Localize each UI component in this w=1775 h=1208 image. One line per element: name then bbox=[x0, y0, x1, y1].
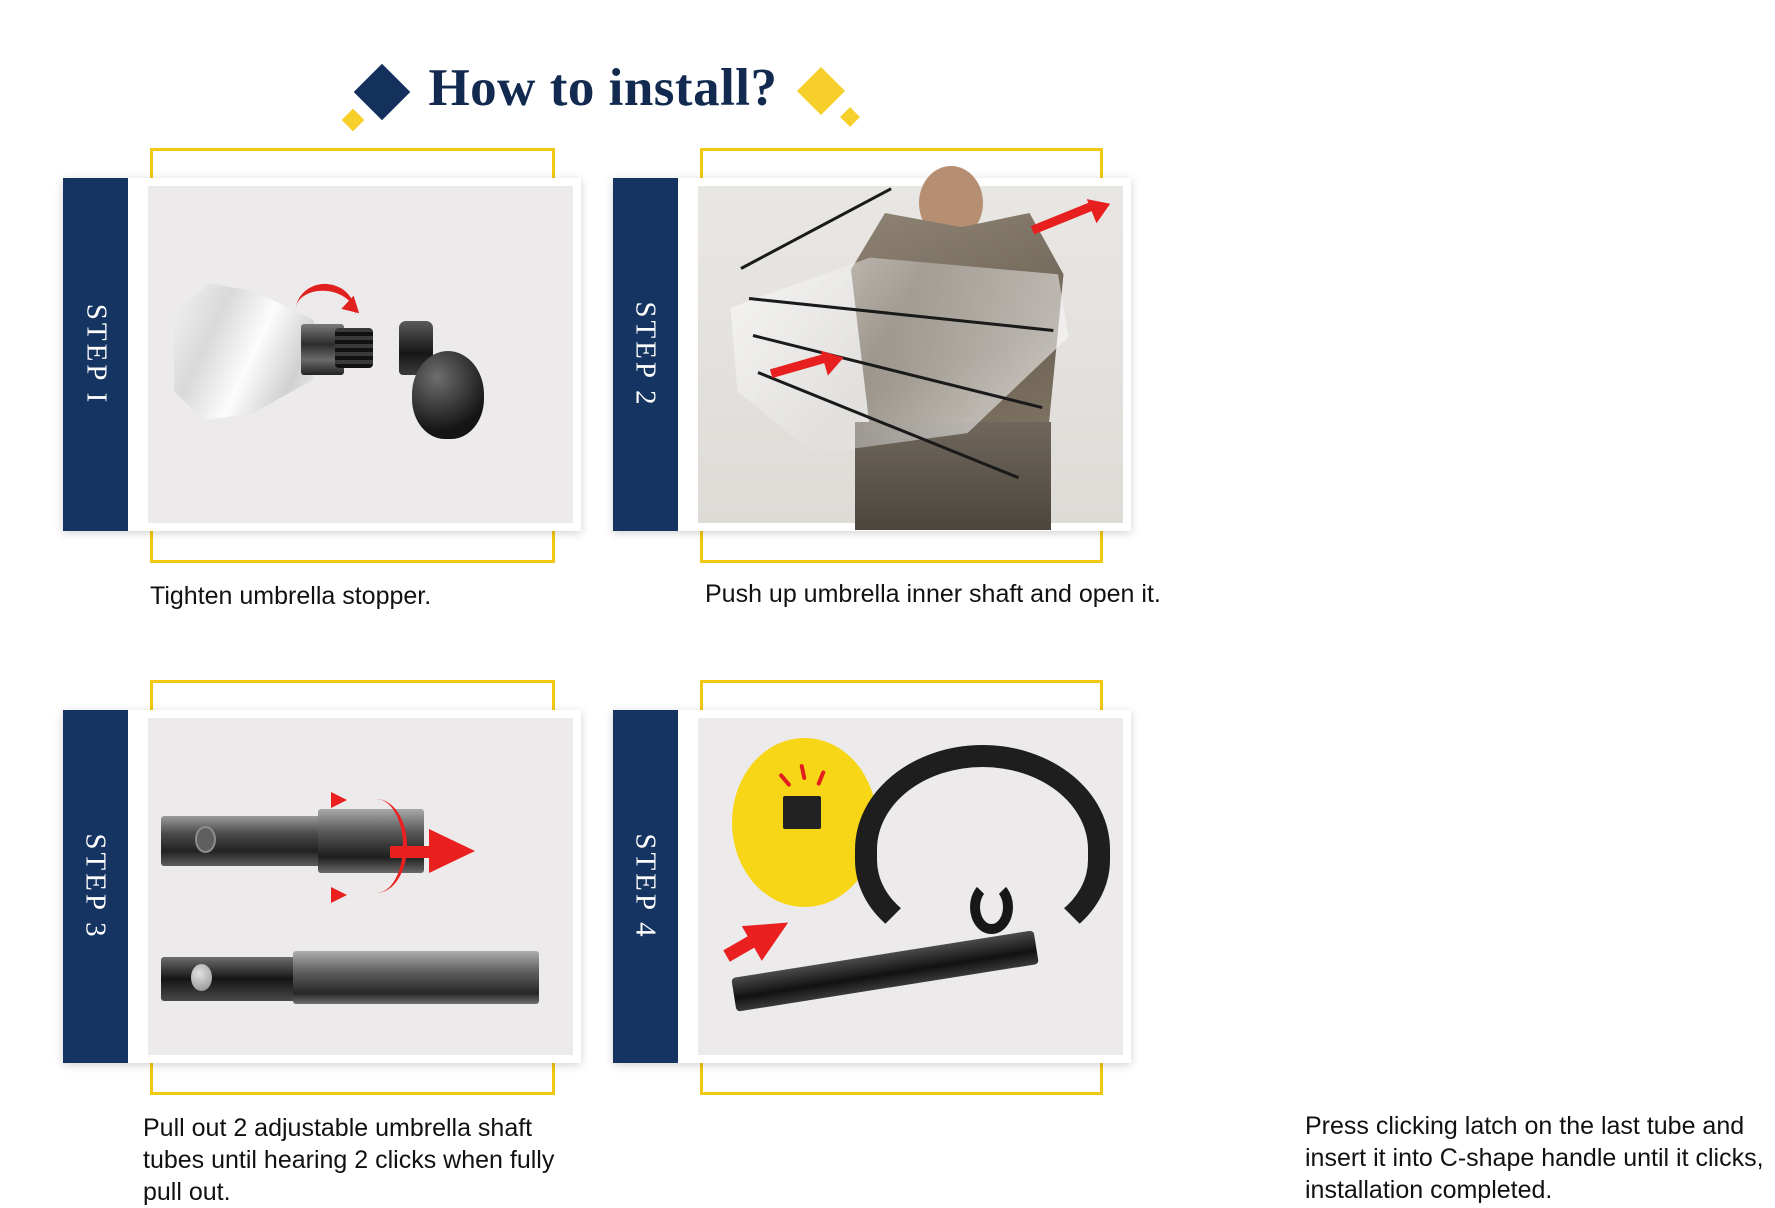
step-2-tab-label: STEP 2 bbox=[630, 301, 663, 408]
step-4-tab-label: STEP 4 bbox=[630, 833, 663, 940]
diamond-accent-small-left-icon bbox=[342, 109, 365, 132]
clicking-latch-shape bbox=[783, 796, 821, 830]
step-4-card bbox=[613, 710, 1131, 1063]
step-1-tab bbox=[63, 178, 128, 531]
step-2-card bbox=[613, 178, 1131, 531]
step-2-frame bbox=[600, 140, 1200, 560]
step-3-caption: Pull out 2 adjustable umbrella shaft tubes until hearing 2 clicks when fully pull out. bbox=[143, 1114, 555, 1206]
page-header bbox=[0, 48, 1200, 128]
step-2-illustration bbox=[698, 186, 1123, 523]
step-2-caption: Push up umbrella inner shaft and open it. bbox=[705, 580, 1161, 608]
stopper-cap-shape bbox=[412, 351, 484, 439]
step-1-frame bbox=[0, 140, 600, 560]
click-spark-icon bbox=[783, 758, 843, 798]
step-4-frame bbox=[600, 672, 1200, 1092]
step-2-photo bbox=[698, 186, 1123, 523]
step-1-photo bbox=[148, 186, 573, 523]
diamond-accent-right-icon bbox=[796, 67, 844, 115]
step-4-caption: Press clicking latch on the last tube and insert it into C-shape handle until it clicks, installation completed. bbox=[1305, 1112, 1764, 1204]
page-title: How to install? bbox=[428, 59, 778, 117]
shaft-tube-lower-inner bbox=[293, 951, 540, 1005]
pull-arrow-small-top-icon bbox=[331, 792, 347, 808]
steps-grid bbox=[0, 140, 1764, 1206]
pull-arrow-small-bottom-icon bbox=[331, 887, 347, 903]
handle-hook-shape bbox=[970, 880, 1013, 934]
step-3-tab bbox=[63, 710, 128, 1063]
step-1-tab-label: STEP I bbox=[80, 303, 112, 406]
step-3-photo bbox=[148, 718, 573, 1055]
step-card-3 bbox=[0, 672, 600, 1206]
pull-arrow-icon bbox=[429, 829, 475, 873]
step-1-illustration bbox=[148, 186, 573, 523]
screw-head-shape bbox=[191, 964, 212, 991]
pull-arrow-tail bbox=[390, 846, 433, 858]
diamond-accent-small-right-icon bbox=[840, 107, 860, 127]
step-4-illustration bbox=[698, 718, 1123, 1055]
rotate-arrow-icon bbox=[295, 280, 359, 322]
step-card-4 bbox=[600, 672, 1764, 1204]
step-1-caption: Tighten umbrella stopper. bbox=[150, 582, 432, 610]
insert-arrow-icon bbox=[742, 906, 798, 962]
umbrella-canopy-shape bbox=[174, 280, 314, 422]
diamond-accent-left-icon bbox=[354, 64, 411, 121]
step-1-card bbox=[63, 178, 581, 531]
step-3-illustration bbox=[148, 718, 573, 1055]
tube-hole-shape bbox=[195, 826, 216, 853]
step-card-2 bbox=[600, 140, 1200, 608]
step-4-photo bbox=[698, 718, 1123, 1055]
step-4-tab bbox=[613, 710, 678, 1063]
step-card-1 bbox=[0, 140, 600, 610]
step-3-card bbox=[63, 710, 581, 1063]
step-2-tab bbox=[613, 178, 678, 531]
steps-row-1 bbox=[0, 140, 1200, 610]
steps-row-2 bbox=[0, 672, 1764, 1206]
step-3-frame bbox=[0, 672, 600, 1092]
screw-thread-shape bbox=[335, 328, 373, 368]
step-3-tab-label: STEP 3 bbox=[80, 833, 113, 940]
